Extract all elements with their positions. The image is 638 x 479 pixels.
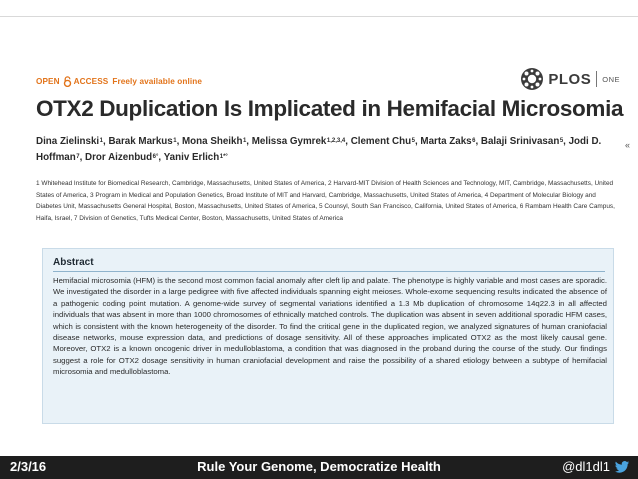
journal-separator [596,71,597,87]
author-affiliation-sup: 1,2,3,4 [326,138,346,144]
footer-handle[interactable]: @dl1dl1 [562,459,610,474]
author: Melissa Gymrek$^{1,2,3,4}$, [251,136,351,147]
author-name: Marta Zaks [420,136,472,147]
author-affiliation-sup: 7 [76,154,80,160]
author-affiliation-sup: 5 [411,138,415,144]
author: Jodi D. Hoffman$^7$, [36,136,602,163]
journal-brand: PLOS [548,70,592,88]
author-name: Jodi D. Hoffman [36,136,602,163]
author: Clement Chu$^5$, [350,136,421,147]
abstract-heading: Abstract [53,257,94,268]
author-affiliation-sup: 1 [242,138,247,144]
author-name: Clement Chu [350,136,412,147]
author-affiliation-sup: 1 [173,138,177,144]
open-access-prefix: OPEN [36,76,60,86]
author-list [36,134,616,166]
journal-name: ONE [602,74,620,84]
footer-title: Rule Your Genome, Democratize Health [197,459,441,474]
open-access-banner [36,74,202,88]
author-name: Dina Zielinski [36,136,100,147]
paper-screenshot [30,62,624,442]
author-affiliation-sup: 5 [559,138,564,144]
author: Mona Sheikh$^1$, [182,136,252,147]
plos-bubble-icon [520,67,544,91]
author-name: Dror Aizenbud [85,152,153,163]
journal-logo [520,66,620,92]
freely-available-label: Freely available online [112,76,203,86]
twitter-bird-icon[interactable] [614,461,630,474]
paper-title: OTX2 Duplication Is Implicated in Hemifacial Microsomia [36,96,624,121]
author-name: Barak Markus [108,136,173,147]
author [164,152,228,163]
author: Balaji Srinivasan$^5$, [480,136,569,147]
author-name: Yaniv Erlich [163,152,220,163]
slide-footer [0,456,638,479]
top-frame-line [0,16,638,17]
abstract-box [42,248,614,424]
author-affiliation-sup: 6 [472,138,476,144]
author-affiliation-sup: 1 [99,138,103,144]
side-mark: « [625,140,631,150]
author: Marta Zaks$^6$, [420,136,481,147]
footer-date: 2/3/16 [10,459,47,474]
affiliations: 1 Whitehead Institute for Biomedical Research, Cambridge, Massachusetts, United States of America, 2 Harvard-MIT Division of Health Sciences and Technology, MIT, Cambridge, Massachusetts, United States of America, 3 Program in Medical and Population Genetics, Broad Institute of MIT and Harvard, Cambridge, Massachusetts, United States of America, 4 Department of Molecular Biology and Diabetes Unit, Massachusetts General Hospital, Boston, Massachusetts, United States of America, 5 Counsyl, South San Francisco, California, United States of America, 6 Rambam Health Care Campus, Haifa, Israel, 7 Division of Genetics, Tufts Medical Center, Boston, Massachusetts, United States of America [36,180,615,222]
author-affiliation-sup: 6° [152,154,159,160]
author: Barak Markus$^1$, [108,136,183,147]
open-access-suffix: ACCESS [73,76,109,86]
author-name: Melissa Gymrek [251,136,327,147]
author-name: Balaji Srinivasan [480,136,560,147]
abstract-divider [53,271,605,272]
open-lock-icon [63,76,72,87]
author: Dina Zielinski$^1$, [36,136,109,147]
author-affiliation-sup: 1*° [219,154,228,160]
author: Dror Aizenbud$^{6^\circ}$, [85,152,164,163]
abstract-text: Hemifacial microsomia (HFM) is the second most common facial anomaly after cleft lip and palate. The phenotype is highly variable and most cases are sporadic. We investigated the disorder in a large pedigree with five affected individuals spanning eight meioses. Whole-exome sequencing results indicated the absence of a pathogenic coding point mutation. A genome-wide survey of segmental variations identified a 1.3 Mb duplication of chromosome 14q22.3 in all affected individuals that was absent in more than 1000 chromosomes of ethnically matched controls. The duplication was absent in seven additional sporadic HFM cases, which is consistent with the known heterogeneity of the disorder. To find the critical gene in the duplicated region, we analyzed signatures of human craniofacial disease networks, mouse expression data, and predictions of dosage sensitivity. All of these approaches implicated OTX2 as the most likely causal gene. Moreover, OTX2 is a known oncogenic driver in medulloblastoma, a condition that was diagnosed in the proband during the course of the study. Our findings suggest a role for OTX2 dosage sensitivity in human craniofacial development and raise the possibility of a shared etiology between a subtype of hemifacial microsomia and medulloblastoma. [53,276,607,377]
author-name: Mona Sheikh [182,136,243,147]
